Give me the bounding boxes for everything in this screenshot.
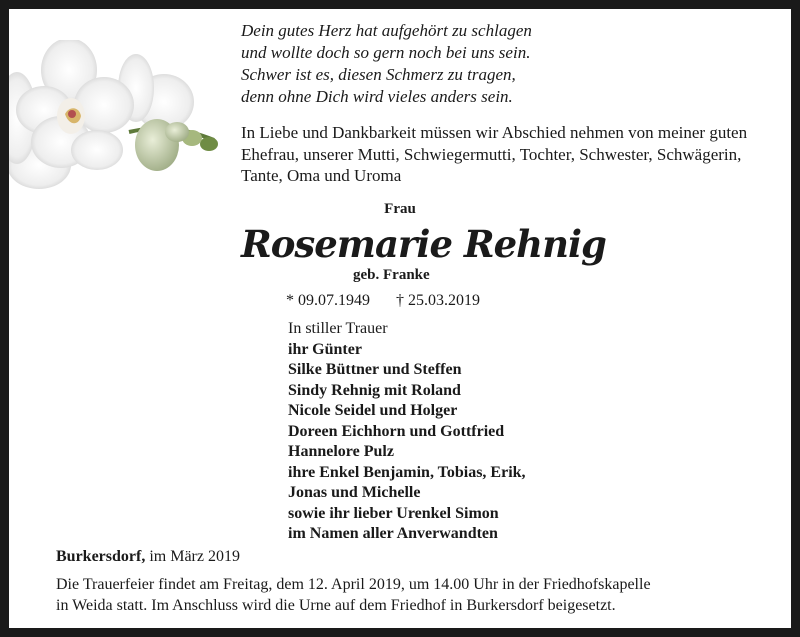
mourner: Doreen Eichhorn und Gottfried [288, 422, 505, 440]
title-frau: Frau [384, 201, 416, 217]
poem-line: und wollte doch so gern noch bei uns sein. [241, 43, 531, 62]
poem [241, 20, 532, 108]
life-dates [286, 292, 480, 310]
mourner: ihre Enkel Benjamin, Tobias, Erik, [288, 463, 526, 481]
orchid-image [9, 40, 224, 190]
mourning-header: In stiller Trauer [288, 320, 388, 337]
mourners-list [288, 319, 526, 545]
birth-name: geb. Franke [353, 267, 430, 283]
funeral-line: Die Trauerfeier findet am Freitag, dem 12. April 2019, um 14.00 Uhr in der Friedhofskapelle [56, 576, 651, 593]
mourner: Sindy Rehnig mit Roland [288, 381, 461, 399]
death-date: † 25.03.2019 [396, 292, 480, 309]
intro-text: In Liebe und Dankbarkeit müssen wir Abschied nehmen von meiner guten Ehefrau, unserer Mutti, Schwiegermutti, Tochter, Schwester, Schwägerin, Tante, Oma und Uroma [241, 123, 748, 185]
mourner: sowie ihr lieber Urenkel Simon [288, 504, 499, 522]
mourner: Hannelore Pulz [288, 443, 394, 460]
poem-line: Dein gutes Herz hat aufgehört zu schlagen [241, 21, 532, 40]
place-and-date [56, 548, 240, 566]
funeral-notice [56, 574, 776, 616]
funeral-line: in Weida statt. Im Anschluss wird die Urne auf dem Friedhof in Burkersdorf beigesetzt. [56, 597, 616, 614]
deceased-name: Rosemarie Rehnig [241, 222, 606, 266]
mourner: Jonas und Michelle [288, 484, 421, 501]
place-date: im März 2019 [145, 548, 240, 565]
poem-line: Schwer ist es, diesen Schmerz zu tragen, [241, 65, 516, 84]
birth-date: * 09.07.1949 [286, 292, 370, 309]
mourner: ihr Günter [288, 340, 362, 358]
place-name: Burkersdorf, [56, 548, 146, 565]
poem-line: denn ohne Dich wird vieles anders sein. [241, 87, 513, 106]
mourner: Nicole Seidel und Holger [288, 402, 458, 419]
mourner: im Namen aller Anverwandten [288, 525, 498, 542]
mourner: Silke Büttner und Steffen [288, 361, 462, 378]
